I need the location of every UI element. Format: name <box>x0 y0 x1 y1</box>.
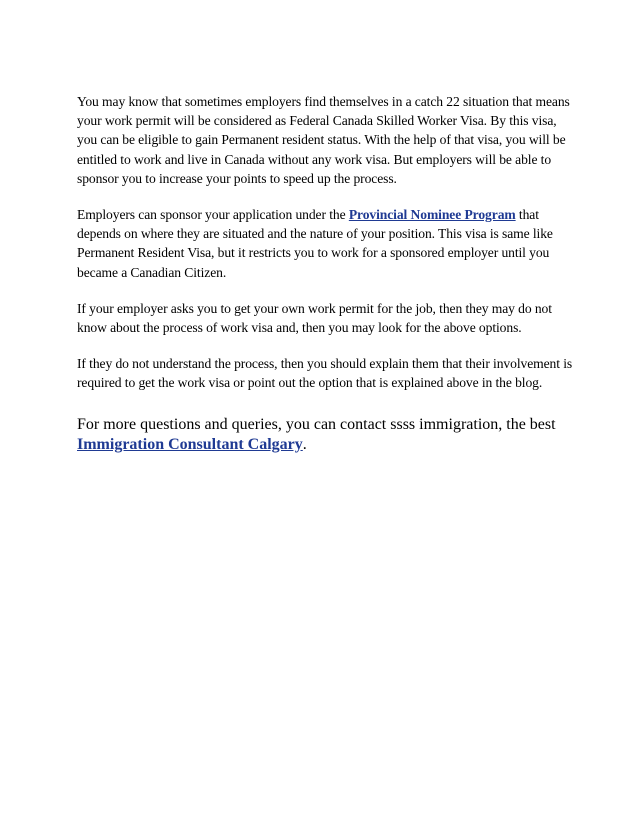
paragraph-own-work-permit: If your employer asks you to get your own work permit for the job, then they may do not know about the process of work visa and, then you may look for the above options. <box>77 300 552 336</box>
paragraph-work-permit-catch-22: You may know that sometimes employers find themselves in a catch 22 situation that means your work permit will be considered as Federal Canada Skilled Worker Visa. By this visa, you can be eligible to gain Permanent resident status. With the help of that visa, you will be entitled to work and live in Canada without any work visa. But employers will be able to sponsor you to increase your points to speed up the process. <box>77 94 570 186</box>
paragraph-text-before-link: Employers can sponsor your application under the <box>77 207 349 223</box>
paragraph-explain-process: If they do not understand the process, then you should explain them that their involvement is required to get the work visa or point out the option that is explained above in the blog. <box>77 356 573 391</box>
closing-text-after-link: . <box>302 436 307 454</box>
paragraph-text-after-link: that depends on where they are situated and the nature of your position. This visa is same like Permanent Resident Visa, but it restricts you to work for a sponsored employer until you became a Canadian Citizen. <box>77 207 553 280</box>
closing-paragraph <box>77 415 578 456</box>
provincial-nominee-program-link[interactable]: Provincial Nominee Program <box>348 207 516 223</box>
paragraph-employer-sponsorship <box>77 205 578 282</box>
closing-text-before-link: For more questions and queries, you can contact ssss immigration, the best <box>77 415 556 433</box>
immigration-consultant-calgary-link[interactable]: Immigration Consultant Calgary <box>77 436 303 454</box>
